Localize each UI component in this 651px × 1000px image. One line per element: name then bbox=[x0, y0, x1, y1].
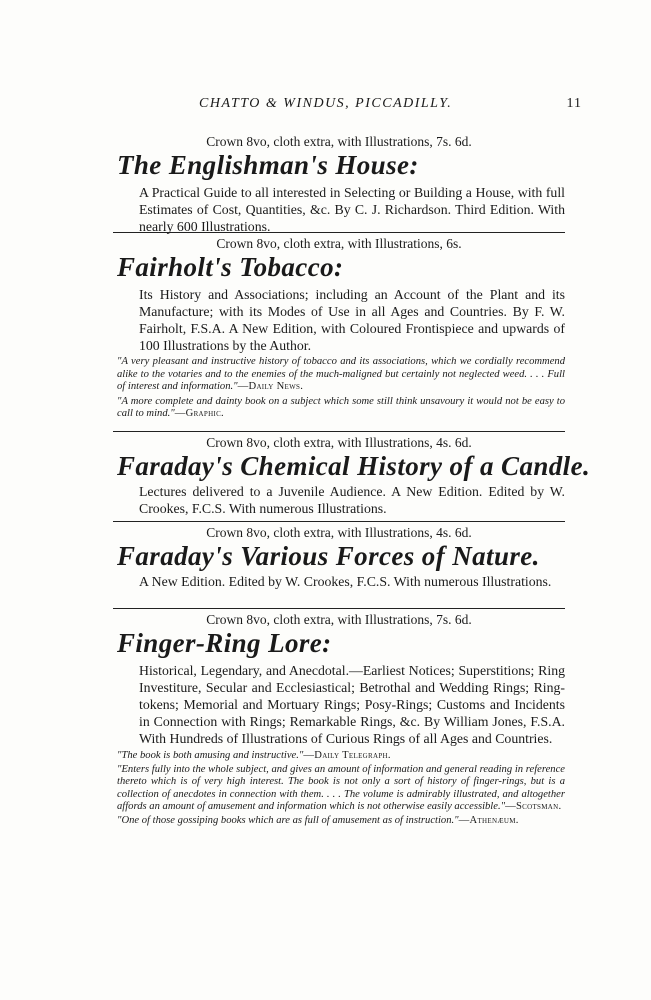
running-title: CHATTO & WINDUS, PICCADILLY. bbox=[199, 96, 453, 111]
book-description: A Practical Guide to all interested in Selecting or Building a House, with full Estimates of Cost, Quantities, &c. By C. J. Richardson. Third Edition. With nearly 600 Illustrations. bbox=[139, 185, 565, 234]
divider bbox=[113, 608, 565, 609]
format-line: Crown 8vo, cloth extra, with Illustrations, 7s. 6d. bbox=[206, 134, 472, 149]
book-entry bbox=[113, 612, 565, 827]
review-source: —Daily Telegraph. bbox=[303, 750, 391, 761]
divider bbox=[113, 521, 565, 522]
book-description: A New Edition. Edited by W. Crookes, F.C.S. With numerous Illustrations. bbox=[139, 574, 552, 589]
book-title: Faraday's Various Forces of Nature. bbox=[117, 541, 540, 571]
divider bbox=[113, 232, 565, 233]
format-line: Crown 8vo, cloth extra, with Illustrations, 4s. 6d. bbox=[206, 525, 472, 540]
book-description: Lectures delivered to a Juvenile Audience. A New Edition. Edited by W. Crookes, F.C.S. With numerous Illustrations. bbox=[139, 484, 565, 516]
review-text: "One of those gossiping books which are as full of amusement as of instruction." bbox=[117, 814, 459, 826]
review-quote bbox=[117, 750, 565, 763]
review-quote bbox=[117, 396, 565, 421]
book-entry bbox=[113, 435, 591, 517]
book-description: Its History and Associations; including an Account of the Plant and its Manufacture; with its Modes of Use in all Ages and Countries. By F. W. Fairholt, F.S.A. A New Edition, with Coloured Frontispiece and upwards of 100 Illustrations by the Author. bbox=[139, 287, 565, 353]
format-line: Crown 8vo, cloth extra, with Illustrations, 7s. 6d. bbox=[206, 612, 472, 627]
review-text: "Enters fully into the whole subject, and gives an amount of information and general reading in reference thereto which is of very high interest. The book is not only a sort of history of finger-rings, but is a collection of anecdotes in connection with them. . . . The volume is admirably illustrated, and altogether affords an amount of amusement and information which is not otherwise easily accessible." bbox=[117, 763, 565, 812]
book-title: Finger-Ring Lore: bbox=[117, 628, 332, 658]
divider bbox=[113, 431, 565, 432]
review-text: "A more complete and dainty book on a subject which some still think unsavoury it would not be easy to call to mind." bbox=[117, 395, 565, 419]
book-title: Fairholt's Tobacco: bbox=[117, 252, 344, 282]
review-source: —Athenæum. bbox=[458, 814, 519, 826]
review-quote bbox=[117, 815, 565, 828]
format-line: Crown 8vo, cloth extra, with Illustrations, 4s. 6d. bbox=[206, 435, 472, 450]
book-title: The Englishman's House: bbox=[117, 150, 419, 180]
book-entry bbox=[113, 236, 565, 421]
review-source: —Graphic. bbox=[174, 408, 224, 419]
review-quote bbox=[117, 356, 565, 394]
review-text: "A very pleasant and instructive history of tobacco and its associations, which we cordially recommend alike to the votaries and to the enemies of the much-maligned but certainly not neglected weed. . . . Full of interest and information." bbox=[117, 356, 565, 392]
review-source: —Scotsman. bbox=[505, 801, 562, 812]
book-title: Faraday's Chemical History of a Candle. bbox=[117, 451, 591, 481]
review-text: "The book is both amusing and instructive." bbox=[117, 750, 304, 761]
page-number: 11 bbox=[566, 96, 582, 111]
format-line: Crown 8vo, cloth extra, with Illustrations, 6s. bbox=[216, 236, 462, 251]
review-source: —Daily News. bbox=[237, 381, 304, 392]
book-entry bbox=[113, 134, 565, 235]
book-description: Historical, Legendary, and Anecdotal.—Earliest Notices; Superstitions; Ring Investiture, Secular and Ecclesiastical; Betrothal and Wedding Rings; Ring-tokens; Memorial and Mortuary Rings; Posy-Rings; Customs and Incidents in Connection with Rings; Remarkable Rings, &c. By William Jones, F.S.A. With Hundreds of Illustrations of Curious Rings of all Ages and Countries. bbox=[139, 663, 565, 746]
review-quote bbox=[117, 764, 565, 814]
book-entry bbox=[113, 525, 565, 590]
